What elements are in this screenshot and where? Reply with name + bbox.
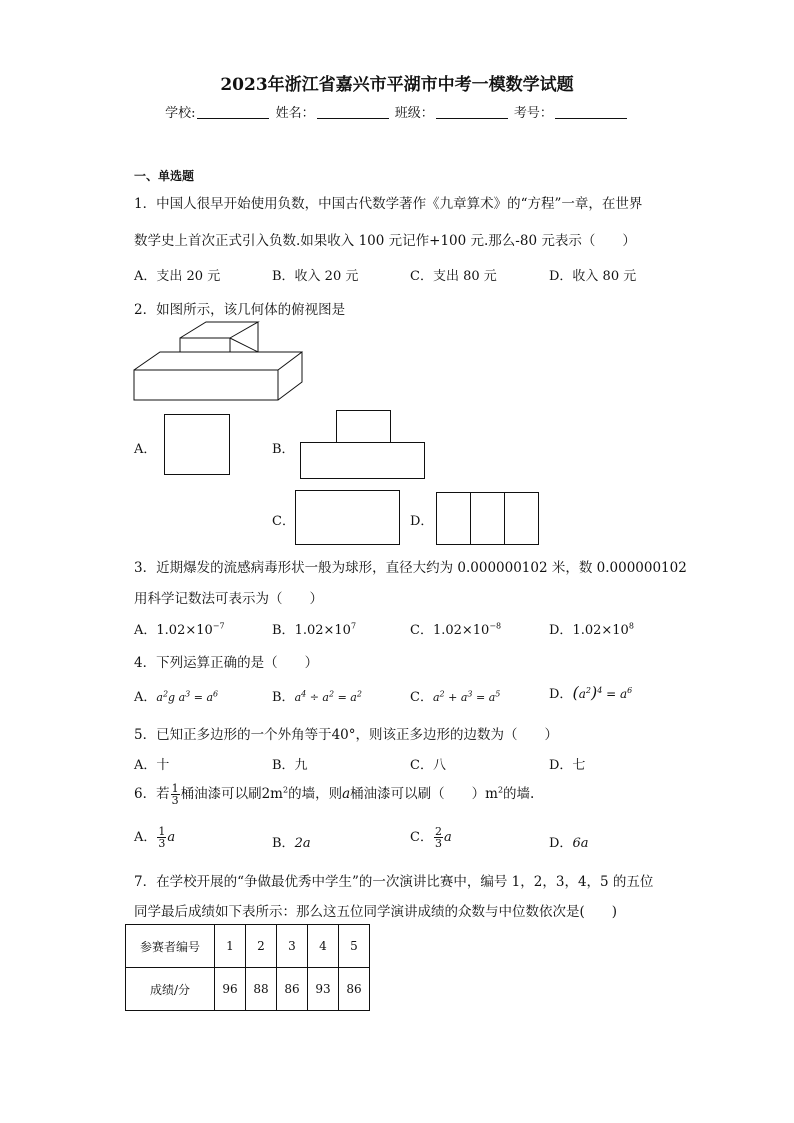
q6-option-d[interactable]: D．6a xyxy=(549,836,589,851)
q3-option-c[interactable]: C．$1.02\times 10^{-8}$ xyxy=(410,621,502,638)
q2-solid-figure xyxy=(130,318,310,408)
q5-option-b[interactable]: B．九 xyxy=(272,758,308,773)
table-cell: 88 xyxy=(246,968,277,1011)
table-cell: 成绩/分 xyxy=(126,968,215,1011)
id-label: 考号： xyxy=(513,106,553,121)
q7-line1: 7．在学校开展的“争做最优秀中学生”的一次演讲比赛中，编号 1，2，3，4，5 的五位 xyxy=(134,874,654,890)
school-blank[interactable] xyxy=(197,106,269,119)
class-label: 班级： xyxy=(394,106,434,121)
section-heading: 一、单选题 xyxy=(134,169,195,183)
table-cell: 3 xyxy=(277,925,308,968)
q6-option-b[interactable]: B．2a xyxy=(272,836,311,851)
table-cell: 5 xyxy=(339,925,370,968)
q2-option-d-figure[interactable] xyxy=(436,492,540,546)
q2-stem: 2．如图所示，该几何体的俯视图是 xyxy=(134,302,346,318)
q2-option-a-label[interactable]: A． xyxy=(134,442,157,457)
q6-fraction: $\frac{1}{3}$ xyxy=(171,782,179,807)
q3-line1: 3．近期爆发的流感病毒形状一般为球形，直径大约为 0.000000102 米，数 0.000000102 xyxy=(134,560,687,576)
table-cell: 参赛者编号 xyxy=(126,925,215,968)
q6-option-c[interactable]: C． $\frac{2}{3}$ a xyxy=(410,825,452,850)
q7-line2: 同学最后成绩如下表所示：那么这五位同学演讲成绩的众数与中位数依次是( ) xyxy=(134,904,618,920)
q5-option-d[interactable]: D．七 xyxy=(549,758,586,773)
q2-option-c-label[interactable]: C． xyxy=(272,514,295,529)
q3-option-a[interactable]: A．$1.02\times 10^{-7}$ xyxy=(134,621,225,638)
q3-option-d[interactable]: D．$1.02\times 10^8$ xyxy=(549,621,634,638)
q2-option-b-label[interactable]: B． xyxy=(272,442,295,457)
q1-line1: 1．中国人很早开始使用负数，中国古代数学著作《九章算术》的“方程”一章，在世界 xyxy=(134,196,643,212)
q6-stem: 6．若 $\frac{1}{3}$ 桶油漆可以刷$2m^2$的墙，则a桶油漆可以刷（ ）$m^2$的墙. xyxy=(134,782,535,807)
table-cell: 4 xyxy=(308,925,339,968)
q4-option-d[interactable]: D．$(a^2)^4 = a^6$ xyxy=(549,683,633,702)
class-blank[interactable] xyxy=(436,106,508,119)
school-label: 学校: xyxy=(165,106,196,121)
q3-line2: 用科学记数法可表示为（ ） xyxy=(134,591,323,607)
table-header-row xyxy=(126,925,370,968)
table-row xyxy=(126,968,370,1011)
score-table xyxy=(125,924,370,1011)
table-cell: 1 xyxy=(215,925,246,968)
student-info-line xyxy=(0,102,794,121)
q1-option-b[interactable]: B．收入 20 元 xyxy=(272,269,359,284)
q4-option-c[interactable]: C．$a^2 + a^3 = a^5$ xyxy=(410,689,501,705)
q4-option-a[interactable]: A．$a^2g$ $a^3 = a^6$ xyxy=(134,689,219,705)
q6-option-a[interactable]: A． $\frac{1}{3}$ a xyxy=(134,825,176,850)
q1-option-a[interactable]: A．支出 20 元 xyxy=(134,269,221,284)
name-blank[interactable] xyxy=(317,106,389,119)
table-cell: 93 xyxy=(308,968,339,1011)
table-cell: 86 xyxy=(339,968,370,1011)
q2-option-c-figure[interactable] xyxy=(295,490,401,546)
table-cell: 96 xyxy=(215,968,246,1011)
q2-option-d-label[interactable]: D． xyxy=(410,514,434,529)
q2-option-a-figure[interactable] xyxy=(164,414,230,476)
q5-stem: 5．已知正多边形的一个外角等于40°，则该正多边形的边数为（ ） xyxy=(134,727,559,743)
q1-option-d[interactable]: D．收入 80 元 xyxy=(549,269,637,284)
q4-option-b[interactable]: B．$a^4 \div a^2 = a^2$ xyxy=(272,689,362,705)
q1-option-c[interactable]: C．支出 80 元 xyxy=(410,269,497,284)
id-blank[interactable] xyxy=(555,106,627,119)
table-cell: 86 xyxy=(277,968,308,1011)
q5-option-a[interactable]: A．十 xyxy=(134,758,170,773)
table-cell: 2 xyxy=(246,925,277,968)
q1-line2: 数学史上首次正式引入负数.如果收入 100 元记作+100 元.那么-80 元表示（ ） xyxy=(134,233,636,249)
page-title: 2023年浙江省嘉兴市平湖市中考一模数学试题 xyxy=(220,75,574,95)
q2-option-b-figure[interactable] xyxy=(300,410,426,480)
q3-option-b[interactable]: B．$1.02\times 10^7$ xyxy=(272,621,357,638)
q4-stem: 4．下列运算正确的是（ ） xyxy=(134,655,319,671)
name-label: 姓名： xyxy=(275,106,315,121)
q5-option-c[interactable]: C．八 xyxy=(410,758,446,773)
